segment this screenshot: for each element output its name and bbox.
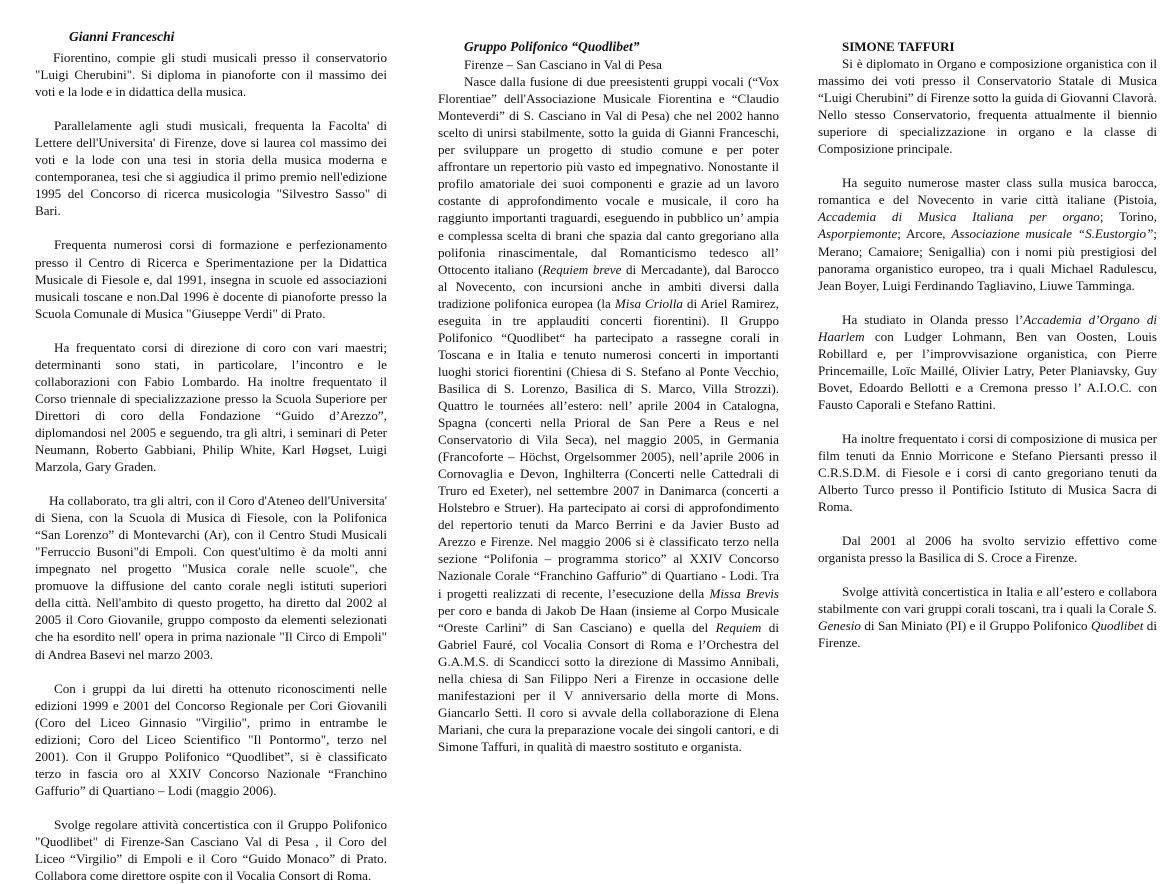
paragraph: Con i gruppi da lui diretti ha ottenuto riconoscimenti nelle edizioni 1999 e 2001 del Concorso Regionale per Cori Giovanili (Coro del Liceo Ginnasio "Virgilio", primo in entrambe le edizioni; Coro del Liceo Scientifico "Il Pontormo", terzo nel 2001). Con il Gruppo Polifonico “Quodlibet”, si è classificato terzo in fascia oro al XXIV Concorso Nazionale “Franchino Gaffurio” di Quartiano – Lodi (maggio 2006).	[35, 680, 387, 798]
section-subtitle: Firenze – San Casciano in Val di Pesa	[464, 57, 662, 73]
paragraph-gap	[35, 663, 387, 680]
paragraph: Ha seguito numerose master class sulla musica barocca, romantica e del Novecento in varie città italiane (Pistoia, Accademia di Musica Italiana per organo; Torino, Asporpiemonte; Arcore, Associazione musicale “S.Eustorgio”; Merano; Camaiore; Senigallia) con i nomi più prestigiosi del panorama organistico europeo, tra i quali Michael Radulescu, Jean Boyer, Luigi Ferdinando Tagliavino, Liuwe Tamminga.	[818, 175, 1157, 293]
paragraph: Si è diplomato in Organo e composizione organistica con il massimo dei voti presso il Conservatorio Statale di Musica “Luigi Cherubini” di Firenze sotto la guida di Giovanni Clavorà. Nello stesso Conservatorio, frequenta attualmente il biennio superiore di specializzazione in organo e la classe di Composizione principale.	[818, 56, 1157, 157]
paragraph-gap	[35, 322, 387, 339]
paragraph-gap	[818, 294, 1157, 311]
paragraph-gap	[818, 515, 1157, 532]
paragraph-gap	[818, 157, 1157, 174]
paragraph: Ha frequentato corsi di direzione di coro con vari maestri; determinanti sono stati, in particolare, l’incontro e le collaborazioni con Fabio Lombardo. Ha inoltre frequentato il Corso triennale di specializzazione presso la Scuola Superiore per Direttori di coro della Fondazione “Guido d’Arezzo”, diplomandosi nel 2005 e seguendo, tra gli altri, i seminari di Peter Neumann, Roberto Gabbiani, Philip White, Karl Høgset, Luigi Marzola, Gary Graden.	[35, 339, 387, 475]
column-simone-taffuri	[818, 38, 1157, 651]
column-gruppo-quodlibet	[438, 38, 779, 755]
paragraph-gap	[35, 100, 387, 117]
paragraph-gap	[35, 219, 387, 236]
paragraph: Nasce dalla fusione di due preesistenti gruppi vocali (“Vox Florentiae” dell'Associazione Musicale Fiorentina e “Claudio Monteverdi” di S. Casciano in Val di Pesa) che nel 2002 hanno scelto di unirsi stabilmente, sotto la guida di Gianni Franceschi, per sviluppare un progetto di studio comune e per poter affrontare un repertorio più vasto ed impegnativo. Nonostante il profilo amatoriale dei suoi componenti e grazie ad un lavoro costante di approfondimento vocale e musicale, il coro ha raggiunto importanti traguardi, eseguendo in pubblico un’ ampia e complessa scelta di brani che spazia dal canto gregoriano alla polifonia rinascimentale, dal Romanticismo tedesco all’ Ottocento italiano (Requiem breve di Mercadante), dal Barocco al Novecento, con incursioni anche in ambiti diversi dalla tradizione polifonica europea (la Misa Criolla di Ariel Ramirez, eseguita in tre applauditi concerti fiorentini). Il Gruppo Polifonico “Quodlibet“ ha partecipato a rassegne corali in Toscana e in Italia e tenuto numerosi concerti in importanti luoghi storici fiorentini (Chiesa di S. Stefano al Ponte Vecchio, Basilica di S. Lorenzo, Basilica di S. Marco, Villa Strozzi). Quattro le tournées all’estero: nell’ aprile 2004 in Catalogna, Spagna (concerti nella Prioral de San Pere a Reus e nel Conservatorio di Vila Seca), nel maggio 2005, in Germania (Francoforte – Höchst, Orgelsommer 2005), nell’aprile 2006 in Cornovaglia e Devon, Inghilterra (Concerti nelle Cattedrali di Truro ed Exeter), nel settembre 2007 in Danimarca (concerti a Holstebro e Struer). Ha partecipato ai corsi di approfondimento del repertorio tenuti da Marco Berrini e da Javier Busto ad Arezzo e Firenze. Nel maggio 2006 si è classificato terzo nella sezione “Polifonia – programma storico” al XXIV Concorso Nazionale Corale “Franchino Gaffurio” di Quartiano - Lodi. Tra i progetti realizzati di recente, l’esecuzione della Missa Brevis per coro e banda di Jakob De Haan (insieme al Corpo Musicale “Oreste Carlini” di San Casciano) e quella del Requiem di Gabriel Fauré, col Vocalia Consort di Roma e l’Orchestra del G.A.M.S. di Scandicci sotto la direzione di Massimo Annibali, nella chiesa di San Filippo Neri a Firenze in occasione delle manifestazioni per il V anniversario della morte di Mons. Giancarlo Setti. Il coro si avvale della collaborazione di Elena Mariani, che cura la preparazione vocale dei singoli cantori, e di Simone Taffuri, in qualità di maestro sostituto e organista.	[438, 74, 780, 754]
paragraph-gap	[818, 566, 1157, 583]
section-title: Gianni Franceschi	[69, 29, 175, 44]
paragraph: Parallelamente agli studi musicali, frequenta la Facolta' di Lettere dell'Universita' di Firenze, dove si laurea col massimo dei voti e la lode con una tesi in storia della musica moderna e contemporanea, tesi che si aggiudica il primo premio nell'edizione 1995 del Concorso di ricerca musicologia "Silvestro Sasso" di Bari.	[35, 118, 387, 219]
paragraph-gap	[35, 799, 387, 816]
paragraph: Svolge regolare attività concertistica con il Gruppo Polifonico "Quodlibet" di Firenze-San Casciano Val di Pesa , il Coro del Liceo “Virgilio” di Empoli e il Coro “Guido Monaco” di Prato. Collabora come direttore ospite con il Vocalia Consort di Roma.	[35, 816, 387, 884]
paragraph: Svolge attività concertistica in Italia e all’estero e collabora stabilmente con vari gruppi corali toscani, tra i quali la Corale S. Genesio di San Miniato (PI) e il Gruppo Polifonico Quodlibet di Firenze.	[818, 584, 1157, 651]
paragraph-gap	[818, 413, 1157, 430]
paragraph: Ha collaborato, tra gli altri, con il Coro d'Ateneo dell'Universita' di Siena, con la Scuola di Musica di Fiesole, con la Polifonica “San Lorenzo” di Montevarchi (Ar), con il Centro Studi Musicali "Ferruccio Busoni"di Empoli. Con quest'ultimo è da molti anni impegnato nel progetto "Musica corale nelle scuole", che promuove la diffusione del canto corale negli istituti superiori della città. Nell'ambito di questo progetto, ha diretto dal 2002 al 2005 il Coro Giovanile, gruppo composto da elementi selezionati che ha esordito nell' opera in prima nazionale "Il Circo di Empoli" di Andrea Basevi nel marzo 2003.	[35, 493, 387, 662]
paragraph: Ha studiato in Olanda presso l’Accademia d’Organo di Haarlem con Ludger Lohmann, Ben van Oosten, Louis Robillard e, per l’improvvisazione organistica, con Pierre Princemaille, Loïc Maillé, Olivier Latry, Peter Planiavsky, Guy Bovet, Edoardo Bellotti e a Cremona presso l’ A.I.O.C. con Fausto Caporali e Stefano Rattini.	[818, 311, 1158, 412]
paragraph: Ha inoltre frequentato i corsi di composizione di musica per film tenuti da Ennio Morricone e Stefano Piersanti presso il C.R.S.D.M. di Fiesole e i corsi di canto gregoriano tenuti da Alberto Turco presso il Pontificio Istituto di Musica Sacra di Roma.	[818, 430, 1157, 515]
section-title: Gruppo Polifonico “Quodlibet”	[464, 39, 640, 54]
paragraph: Fiorentino, compie gli studi musicali presso il conservatorio "Luigi Cherubini". Si diploma in pianoforte con il massimo dei voti e la lode e in didattica della musica.	[35, 50, 387, 100]
paragraph: Frequenta numerosi corsi di formazione e perfezionamento presso il Centro di Ricerca e Sperimentazione per la Didattica Musicale di Fiesole e, dal 1991, insegna in scuole ed associazioni musicali toscane e non.Dal 1996 è docente di pianoforte presso la Scuola Comunale di Musica "Giuseppe Verdi" di Prato.	[35, 237, 387, 321]
section-title: SIMONE TAFFURI	[842, 39, 955, 54]
column-gianni-franceschi	[35, 28, 387, 884]
paragraph-gap	[35, 475, 387, 492]
paragraph: Dal 2001 al 2006 ha svolto servizio effettivo come organista presso la Basilica di S. Croce a Firenze.	[818, 533, 1157, 566]
